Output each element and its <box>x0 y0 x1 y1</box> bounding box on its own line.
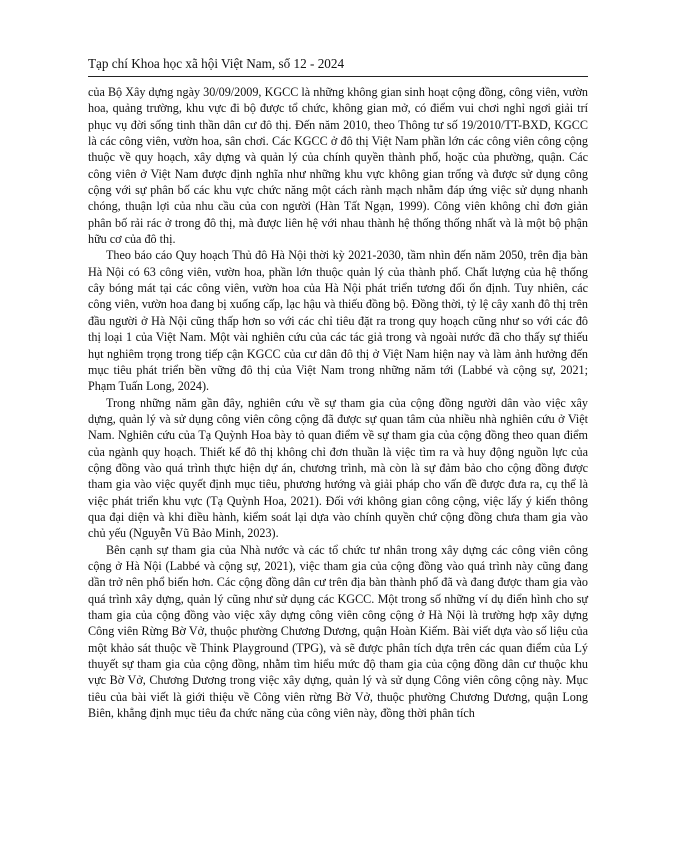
journal-page <box>88 56 588 721</box>
paragraph: Bên cạnh sự tham gia của Nhà nước và các tổ chức tư nhân trong xây dựng các công viên công cộng ở Hà Nội (Labbé và cộng sự, 2021), việc tham gia của cộng đồng vào quá trình này cũng đang dần trở nên phổ biến hơn. Các cộng đồng dân cư trên địa bàn thành phố đã và đang được tham gia vào quá trình xây dựng, quản lý cũng như sử dụng các KGCC. Một trong số những ví dụ điển hình cho sự tham gia của cộng đồng vào việc xây dựng công viên công cộng ở Hà Nội là trường hợp xây dựng Công viên Rừng Bờ Vở, thuộc phường Chương Dương, quận Hoàn Kiếm. Bài viết dựa vào số liệu của một khảo sát thuộc về Think Playground (TPG), và sẽ được phân tích dựa trên các quan điểm của Lý thuyết sự tham gia của cộng đồng, nhằm tìm hiểu mức độ tham gia của cộng đồng dân cư thuộc khu vực Bờ Vở, Chương Dương trong việc xây dựng, quản lý và sử dụng Công viên công cộng này. Mục tiêu của bài viết là giới thiệu về Công viên rừng Bờ Vở, thuộc phường Chương Dương, quận Long Biên, khẳng định mục tiêu đa chức năng của công viên này, đồng thời phân tích <box>88 542 588 721</box>
paragraph: Trong những năm gần đây, nghiên cứu về sự tham gia của cộng đồng người dân vào việc xây dựng, quản lý và sử dụng công viên công cộng đã được sự quan tâm của nhiều nhà nghiên cứu ở Việt Nam. Nghiên cứu của Tạ Quỳnh Hoa bày tỏ quan điểm về sự tham gia của cộng đồng theo quan điểm của ngành quy hoạch. Thiết kế đô thị không chỉ đơn thuần là việc tìm ra và huy động nguồn lực của cộng đồng vào quá trình thực hiện dự án, chương trình, mà còn là sự đảm bảo cho cộng đồng được tham gia vào việc quyết định mục tiêu, phương hướng và giải pháp cho vấn đề được đưa ra, cụ thể là việc phát triển khu vực (Tạ Quỳnh Hoa, 2021). Đối với không gian công cộng, việc lấy ý kiến thông qua đại diện và khi điều hành, kiểm soát lại dựa vào chính quyền chứ cộng đồng chưa tham gia vào chủ yếu (Nguyễn Vũ Bảo Minh, 2023). <box>88 395 588 541</box>
paragraph-continued: của Bộ Xây dựng ngày 30/09/2009, KGCC là những không gian sinh hoạt cộng đồng, công viên, vườn hoa, quảng trường, khu vực đi bộ được tổ chức, không gian mở, có điểm vui chơi nghỉ ngơi giải trí phục vụ đời sống tinh thần dân cư đô thị. Đến năm 2010, theo Thông tư số 19/2010/TT-BXD, KGCC là các công viên, vườn hoa, sân chơi. Các KGCC ở đô thị Việt Nam phần lớn các công viên công cộng thuộc về quy hoạch, xây dựng và quản lý của chính quyền thành phố, hoặc của phường, quận. Các công viên ở Việt Nam được định nghĩa như những khu vực không gian trống và được sử dụng công cộng với sự phân bố các khu vực chức năng một cách rành mạch nhằm đáp ứng việc sử dụng nhanh chóng, thuận lợi của nhu cầu của con người (Hàn Tất Ngạn, 1999). Công viên không chỉ đơn giản phân bố rải rác ở trong đô thị, mà được liên hệ với nhau thành hệ thống thống nhất và là một bộ phận hữu cơ của đô thị. <box>88 85 588 247</box>
article-body <box>88 84 588 721</box>
paragraph: Theo báo cáo Quy hoạch Thủ đô Hà Nội thời kỳ 2021-2030, tầm nhìn đến năm 2050, trên địa bàn Hà Nội có 63 công viên, vườn hoa, phần lớn thuộc quản lý của thành phố. Chất lượng của hệ thống cây bóng mát tại các công viên, vườn hoa của Hà Nội phát triển tương đối ổn định. Tuy nhiên, các công viên, vườn hoa đang bị xuống cấp, lạc hậu và thiếu đồng bộ. Đồng thời, tỷ lệ cây xanh đô thị trên đầu người ở Hà Nội cũng thấp hơn so với các chỉ tiêu đặt ra trong quy hoạch cũng như so với các đô thị loại 1 của Việt Nam. Một vài nghiên cứu của các tác giả trong và ngoài nước đã cho thấy sự thiếu hụt nghiêm trọng trong tiếp cận KGCC của cư dân đô thị ở Việt Nam hiện nay và làm ảnh hưởng đến mục tiêu phát triển bền vững đô thị của Việt Nam trong những năm tới (Labbé và cộng sự, 2021; Phạm Tuấn Long, 2024). <box>88 248 588 394</box>
running-header: Tạp chí Khoa học xã hội Việt Nam, số 12 - 2024 <box>88 56 588 77</box>
